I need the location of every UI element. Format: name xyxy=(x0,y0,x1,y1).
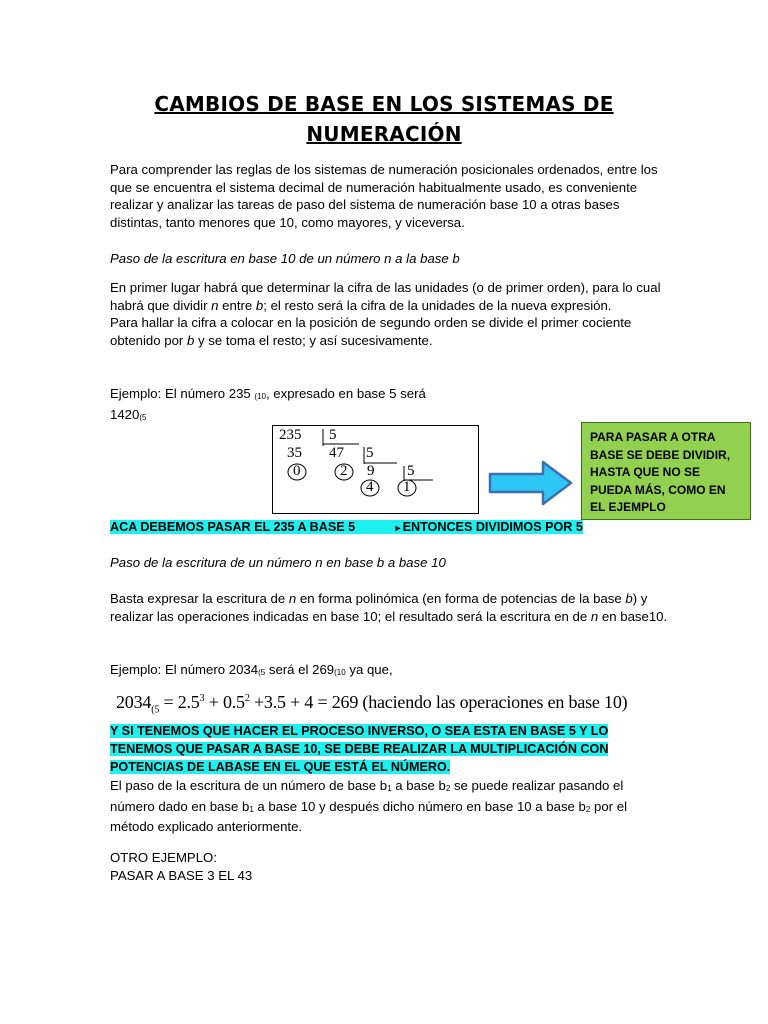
highlight-1-right: ENTONCES DIVIDIMOS POR 5 xyxy=(402,520,583,534)
otro-ejemplo: OTRO EJEMPLO: PASAR A BASE 3 EL 43 xyxy=(110,850,253,883)
highlight-1-left: ACA DEBEMOS PASAR EL 235 A BASE 5 ► xyxy=(110,520,403,534)
div-quotient-3: 1 xyxy=(403,479,411,495)
title-line-2: NUMERACIÓN xyxy=(306,122,462,146)
highlight-block-2: Y SI TENEMOS QUE HACER EL PROCESO INVERSO, O SEA ESTA EN BASE 5 Y LO TENEMOS QUE PASAR A BASE 10, SE DEBE REALIZAR LA MULTIPLICACIÓN CON POTENCIAS DE LABASE EN EL QUE ESTÁ EL NÚMERO. xyxy=(110,724,609,774)
right-arrow-icon xyxy=(488,460,574,506)
section3-paragraph: El paso de la escritura de un número de base $b_1$ a base $b_2$ se puede realizar pasando el número dado en base $b_1$ a base 10 y después dicho número en base 10 a base $b_2$ por el método explicado anteriormente. xyxy=(110,778,627,835)
intro-paragraph: Para comprender las reglas de los sistemas de numeración posicionales ordenados, entre los que se encuentra el sistema decimal de numeración habitualmente usado, es conveniente realizar y analizar las tareas de paso del sistema de numeración base 10 a otras bases distintas, tanto menores que 10, como mayores, y viceversa. xyxy=(110,162,658,230)
highlight-line-1 xyxy=(110,518,583,537)
div-divisor-3: 5 xyxy=(407,463,415,479)
div-remainder-1: 0 xyxy=(293,463,301,479)
div-remainder-3: 4 xyxy=(366,479,374,495)
page-title xyxy=(110,89,658,149)
div-divisor-1: 5 xyxy=(329,427,337,443)
title-line-1: CAMBIOS DE BASE EN LOS SISTEMAS DE xyxy=(154,92,614,116)
div-quotient-1: 47 xyxy=(329,445,344,461)
section1-heading: Paso de la escritura en base 10 de un número n a la base b xyxy=(110,251,460,266)
section1-paragraph: En primer lugar habrá que determinar la cifra de las unidades (o de primer orden), para lo cual habrá que dividir n entre b; el resto será la cifra de la unidades de la nueva expresión. Para hallar la cifra a colocar en la posición de segundo orden se divide el primer cociente obtenido por b y se toma el resto; y así sucesivamente. xyxy=(110,280,661,348)
division-diagram xyxy=(272,425,479,514)
div-divisor-2: 5 xyxy=(366,445,374,461)
div-quotient-2: 9 xyxy=(367,463,375,479)
callout-box: PARA PASAR A OTRA BASE SE DEBE DIVIDIR, HASTA QUE NO SE PUEDA MÁS, COMO EN EL EJEMPLO xyxy=(581,422,751,520)
div-partial: 35 xyxy=(287,445,302,461)
example1-text: Ejemplo: El número 235 $_{(10}$, expresado en base 5 será $1420_{(5}$ xyxy=(110,386,426,422)
section2-heading: Paso de la escritura de un número n en base b a base 10 xyxy=(110,555,446,570)
section2-paragraph: Basta expresar la escritura de n en forma polinómica (en forma de potencias de la base b) y realizar las operaciones indicadas en base 10; el resultado será la escritura en de n en base10. xyxy=(110,591,668,624)
div-remainder-2: 2 xyxy=(340,463,348,479)
div-dividend: 235 xyxy=(279,427,302,443)
example2-text: Ejemplo: El número $2034_{(5}$ será el $269_{(10}$ ya que, xyxy=(110,662,393,677)
polynomial-formula: $2034_{(5} = 2.5^3 + 0.5^2 +3.5 + 4 = 269$ (haciendo las operaciones en base 10) xyxy=(116,692,628,716)
division-lines xyxy=(273,426,480,515)
